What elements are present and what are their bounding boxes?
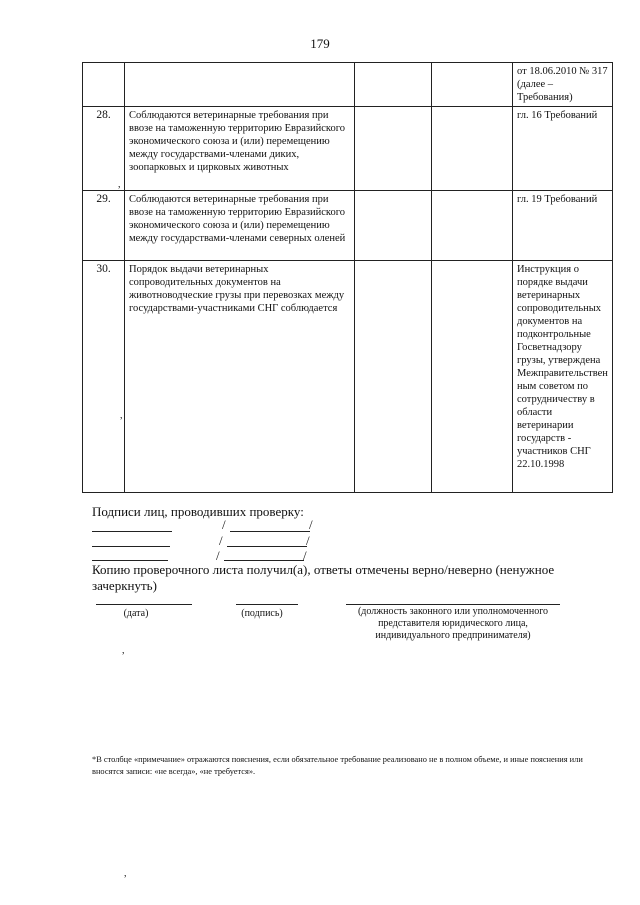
- row-number: 30.: [83, 261, 125, 493]
- slash-separator: /: [306, 533, 310, 548]
- signature-line[interactable]: [236, 604, 298, 605]
- requirement-text: [125, 63, 355, 107]
- stray-mark: ,: [122, 645, 125, 656]
- table-row: [83, 261, 613, 493]
- slash-separator: /: [222, 517, 226, 532]
- slash-separator: /: [303, 548, 307, 563]
- date-line[interactable]: [96, 604, 192, 605]
- copy-receipt-statement: Копию проверочного листа получил(а), ответы отмечены верно/неверно (ненужное зачеркнуть): [92, 562, 555, 593]
- requirement-reference: Инструкция о порядке выдачи ветеринарных сопроводительных документов на подконтрольные Госветнадзору грузы, утверждена Межправительствен ным советом по сотрудничеству в области ветеринарии государств - участников СНГ 22.10.1998: [513, 261, 613, 493]
- table-row: [83, 107, 613, 191]
- name-line[interactable]: [227, 546, 307, 547]
- requirement-reference: гл. 16 Требований: [513, 107, 613, 191]
- requirement-text: Соблюдаются ветеринарные требования при ввозе на таможенную территорию Евразийского экономического союза и (или) перемещению между государствами-членами диких, зоопарковых и цирковых животных: [125, 107, 355, 191]
- empty-cell: [355, 63, 432, 107]
- empty-cell: [432, 261, 513, 493]
- page-number: 179: [310, 36, 330, 51]
- checklist-table: [82, 62, 613, 493]
- requirement-reference: гл. 19 Требований: [513, 191, 613, 261]
- slash-separator: /: [216, 548, 220, 563]
- position-caption: (должность законного или уполномоченного представителя юридического лица, индивидуального предпринимателя): [357, 606, 549, 641]
- signature-line[interactable]: [92, 560, 168, 561]
- table-row: [83, 191, 613, 261]
- signature-line[interactable]: [92, 531, 172, 532]
- name-line[interactable]: [224, 560, 304, 561]
- stray-mark: ,: [124, 868, 127, 879]
- empty-cell: [355, 107, 432, 191]
- signature-caption: (подпись): [241, 608, 283, 619]
- empty-cell: [355, 261, 432, 493]
- requirement-text: Соблюдаются ветеринарные требования при ввозе на таможенную территорию Евразийского экономического союза и (или) перемещению между государствами-членами северных оленей: [125, 191, 355, 261]
- table-row: [83, 63, 613, 107]
- empty-cell: [432, 63, 513, 107]
- position-line[interactable]: [346, 604, 560, 605]
- stray-mark: ,: [118, 179, 121, 190]
- requirement-text: Порядок выдачи ветеринарных сопроводительных документов на животноводческие грузы при перевозках между государствами-участниками СНГ соблюдается: [125, 261, 355, 493]
- slash-separator: /: [219, 533, 223, 548]
- row-number: 29.: [83, 191, 125, 261]
- name-line[interactable]: [230, 531, 310, 532]
- signatures-title: Подписи лиц, проводивших проверку:: [92, 504, 304, 519]
- row-number: [83, 63, 125, 107]
- signature-line[interactable]: [92, 546, 170, 547]
- footnote: *В столбце «примечание» отражаются пояснения, если обязательное требование реализовано не в полном объеме, и иные пояснения или вносятся записи: «не всегда», «не требуется».: [92, 755, 583, 776]
- requirement-reference: от 18.06.2010 № 317 (далее – Требования): [513, 63, 613, 107]
- slash-separator: /: [309, 517, 313, 532]
- empty-cell: [432, 191, 513, 261]
- empty-cell: [355, 191, 432, 261]
- empty-cell: [432, 107, 513, 191]
- date-caption: (дата): [123, 608, 149, 619]
- stray-mark: ,: [120, 410, 123, 421]
- row-number: 28.: [83, 107, 125, 191]
